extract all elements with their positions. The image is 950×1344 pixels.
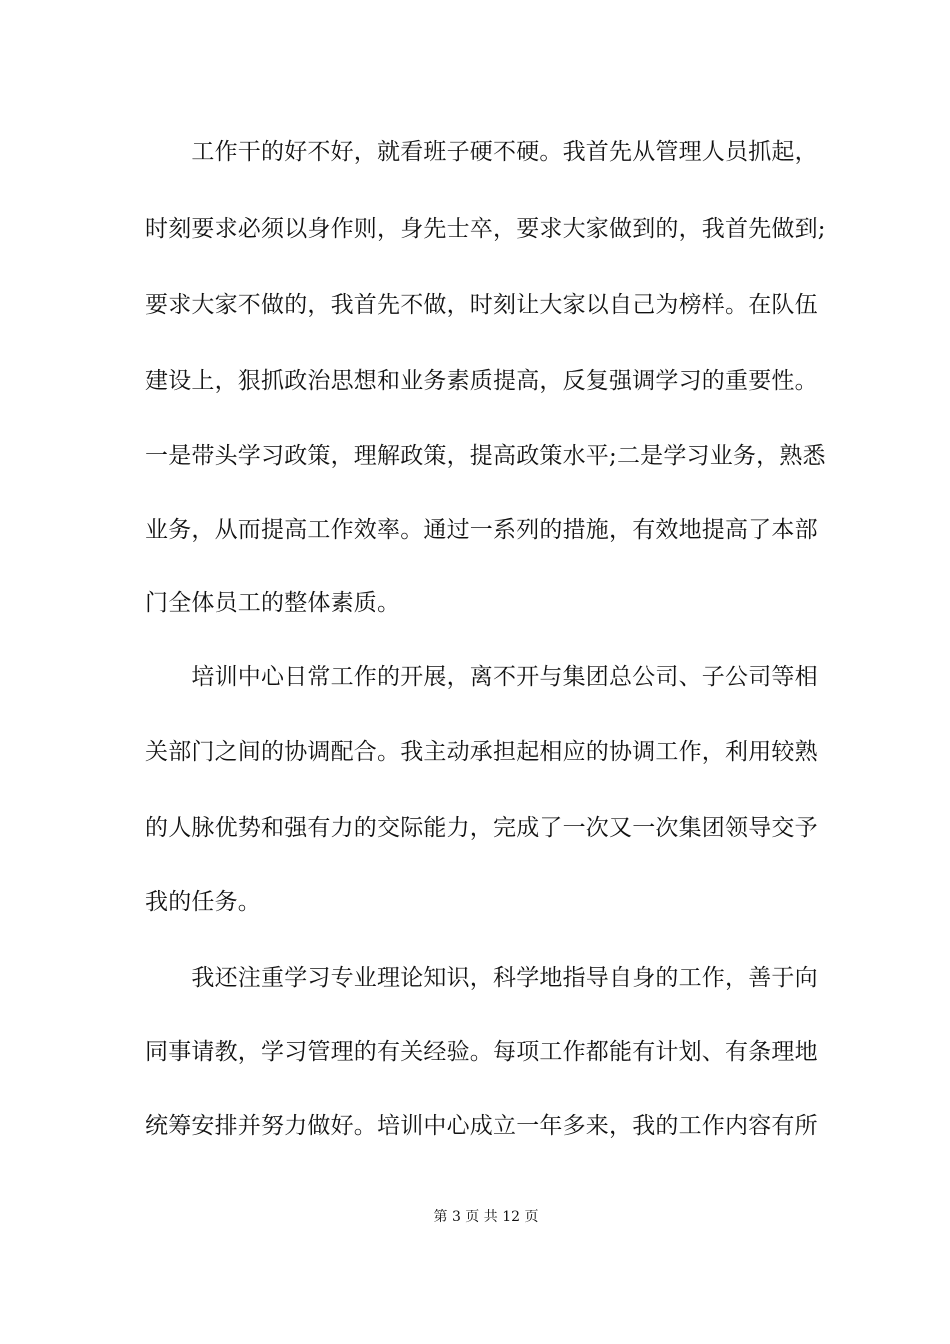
text-line-7: 门全体员工的整体素质。	[145, 590, 401, 616]
text-line-9: 关部门之间的协调配合。我主动承担起相应的协调工作，利用较熟	[145, 739, 818, 765]
text-line-4: 建设上，狠抓政治思想和业务素质提高，反复强调学习的重要性。	[145, 368, 818, 394]
text-line-6: 业务，从而提高工作效率。通过一系列的措施，有效地提高了本部	[145, 517, 818, 543]
text-line-8: 培训中心日常工作的开展，离不开与集团总公司、子公司等相	[145, 664, 818, 690]
text-line-11: 我的任务。	[145, 889, 261, 915]
text-line-3: 要求大家不做的，我首先不做，时刻让大家以自己为榜样。在队伍	[145, 292, 818, 318]
text-line-2: 时刻要求必须以身作则，身先士卒，要求大家做到的，我首先做到;	[145, 216, 826, 242]
text-line-5: 一是带头学习政策，理解政策，提高政策水平;二是学习业务，熟悉	[145, 443, 826, 469]
text-line-13: 同事请教，学习管理的有关经验。每项工作都能有计划、有条理地	[145, 1039, 818, 1065]
text-line-14: 统筹安排并努力做好。培训中心成立一年多来，我的工作内容有所	[145, 1113, 818, 1139]
text-line-10: 的人脉优势和强有力的交际能力，完成了一次又一次集团领导交予	[145, 815, 818, 841]
text-line-12: 我还注重学习专业理论知识，科学地指导自身的工作，善于向	[145, 965, 818, 991]
text-line-1: 工作干的好不好，就看班子硬不硬。我首先从管理人员抓起，	[145, 139, 818, 165]
page-number-footer: 第 3 页 共 12 页	[433, 1209, 539, 1225]
